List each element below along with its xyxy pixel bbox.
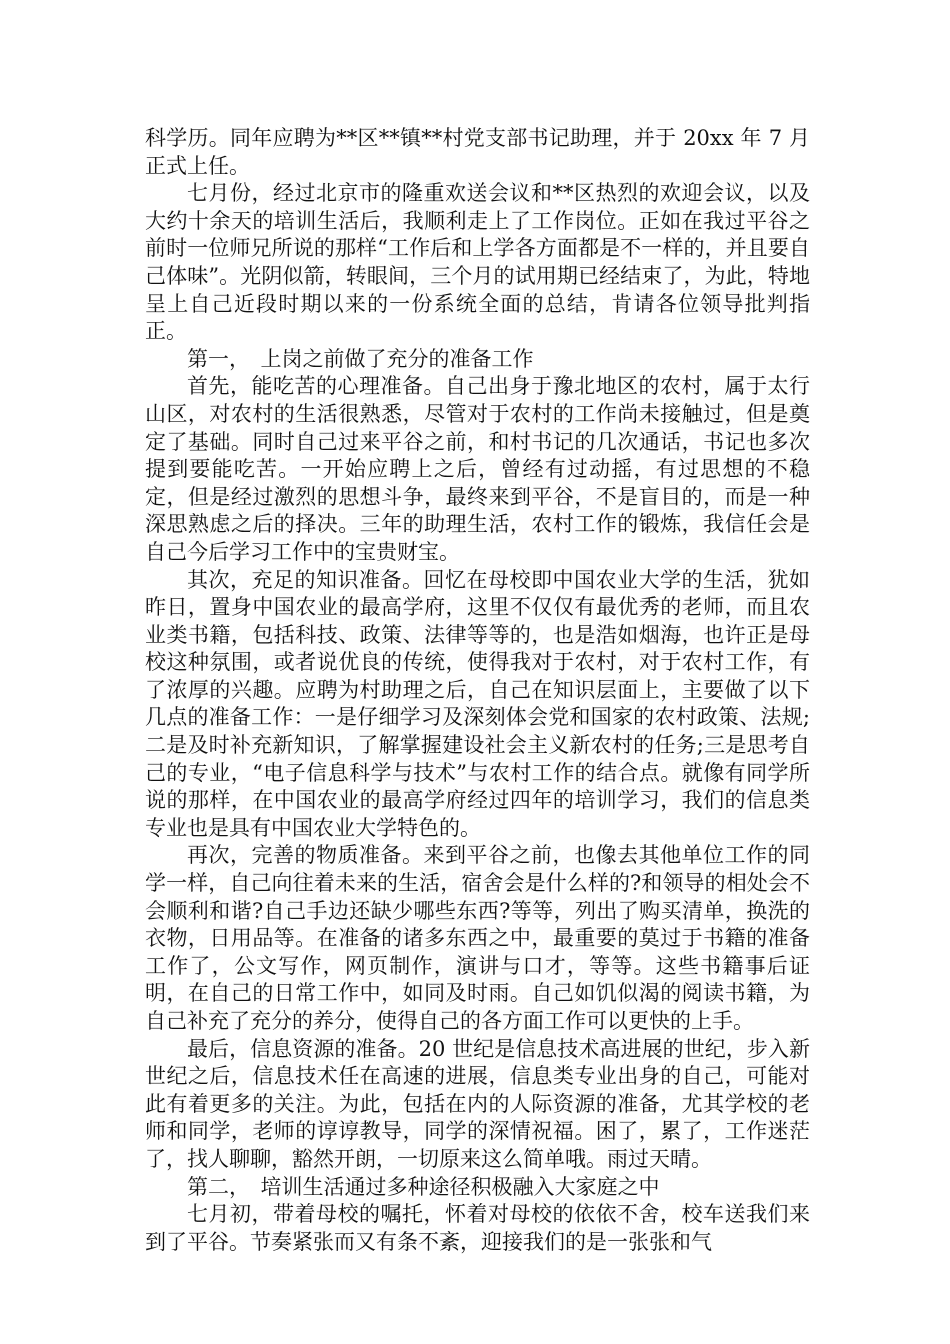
paragraph-material-preparation: 再次，完善的物质准备。来到平谷之前，也像去其他单位工作的同学一样，自己向往着未来的生活，宿舍会是什么样的?和领导的相处会不会顺利和谐?自己手边还缺少哪些东西?等等，列出了购买清单，换洗的衣物，日用品等。在准备的诸多东西之中，最重要的莫过于书籍的准备工作了，公文写作，网页制作，演讲与口才，等等。这些书籍事后证明，在自己的日常工作中，如同及时雨。自己如饥似渴的阅读书籍，为自己补充了充分的养分，使得自己的各方面工作可以更快的上手。: [145, 843, 810, 1033]
paragraph-july-training: 七月初，带着母校的嘱托，怀着对母校的依依不舍，校车送我们来到了平谷。节奏紧张而又有条不紊，迎接我们的是一张张和气: [145, 1202, 810, 1254]
paragraph-continuation: 科学历。同年应聘为**区**镇**村党支部书记助理，并于 20xx 年 7 月正式上任。: [145, 126, 810, 178]
section-heading-second: 第二， 培训生活通过多种途径积极融入大家庭之中: [187, 1174, 660, 1199]
document-body: [145, 125, 810, 1256]
section-heading-first: 第一， 上岗之前做了充分的准备工作: [187, 346, 534, 371]
paragraph-mental-preparation: 首先，能吃苦的心理准备。自己出身于豫北地区的农村，属于太行山区，对农村的生活很熟悉，尽管对于农村的工作尚未接触过，但是奠定了基础。同时自己过来平谷之前，和村书记的几次通话，书记也多次提到要能吃苦。一开始应聘上之后，曾经有过动摇，有过思想的不稳定，但是经过激烈的思想斗争，最终来到平谷，不是盲目的，而是一种深思熟虑之后的择决。三年的助理生活，农村工作的锻炼，我信任会是自己今后学习工作中的宝贵财宝。: [145, 374, 810, 564]
paragraph-july-arrival: 七月份，经过北京市的隆重欢送会议和**区热烈的欢迎会议，以及大约十余天的培训生活后，我顺利走上了工作岗位。正如在我过平谷之前时一位师兄所说的那样“工作后和上学各方面都是不一样的，并且要自己体味”。光阴似箭，转眼间，三个月的试用期已经结束了，为此，特地呈上自己近段时期以来的一份系统全面的总结，肯请各位领导批判指正。: [145, 181, 810, 344]
paragraph-knowledge-preparation: 其次，充足的知识准备。回忆在母校即中国农业大学的生活，犹如昨日，置身中国农业的最高学府，这里不仅仅有最优秀的老师，而且农业类书籍，包括科技、政策、法律等等的，也是浩如烟海，也许正是母校这种氛围，或者说优良的传统，使得我对于农村，对于农村工作，有了浓厚的兴趣。应聘为村助理之后，自己在知识层面上，主要做了以下几点的准备工作：一是仔细学习及深刻体会党和国家的农村政策、法规;二是及时补充新知识，了解掌握建设社会主义新农村的任务;三是思考自己的专业，“电子信息科学与技术”与农村工作的结合点。就像有同学所说的那样，在中国农业的最高学府经过四年的培训学习，我们的信息类专业也是具有中国农业大学特色的。: [145, 567, 810, 840]
paragraph-information-preparation: 最后，信息资源的准备。20 世纪是信息技术高进展的世纪，步入新世纪之后，信息技术任在高速的进展，信息类专业出身的自己，可能对此有着更多的关注。为此，包括在内的人际资源的准备，尤其学校的老师和同学，老师的谆谆教导，同学的深情祝福。困了，累了，工作迷茫了，找人聊聊，豁然开朗，一切原来这么简单哦。雨过天晴。: [145, 1036, 810, 1171]
